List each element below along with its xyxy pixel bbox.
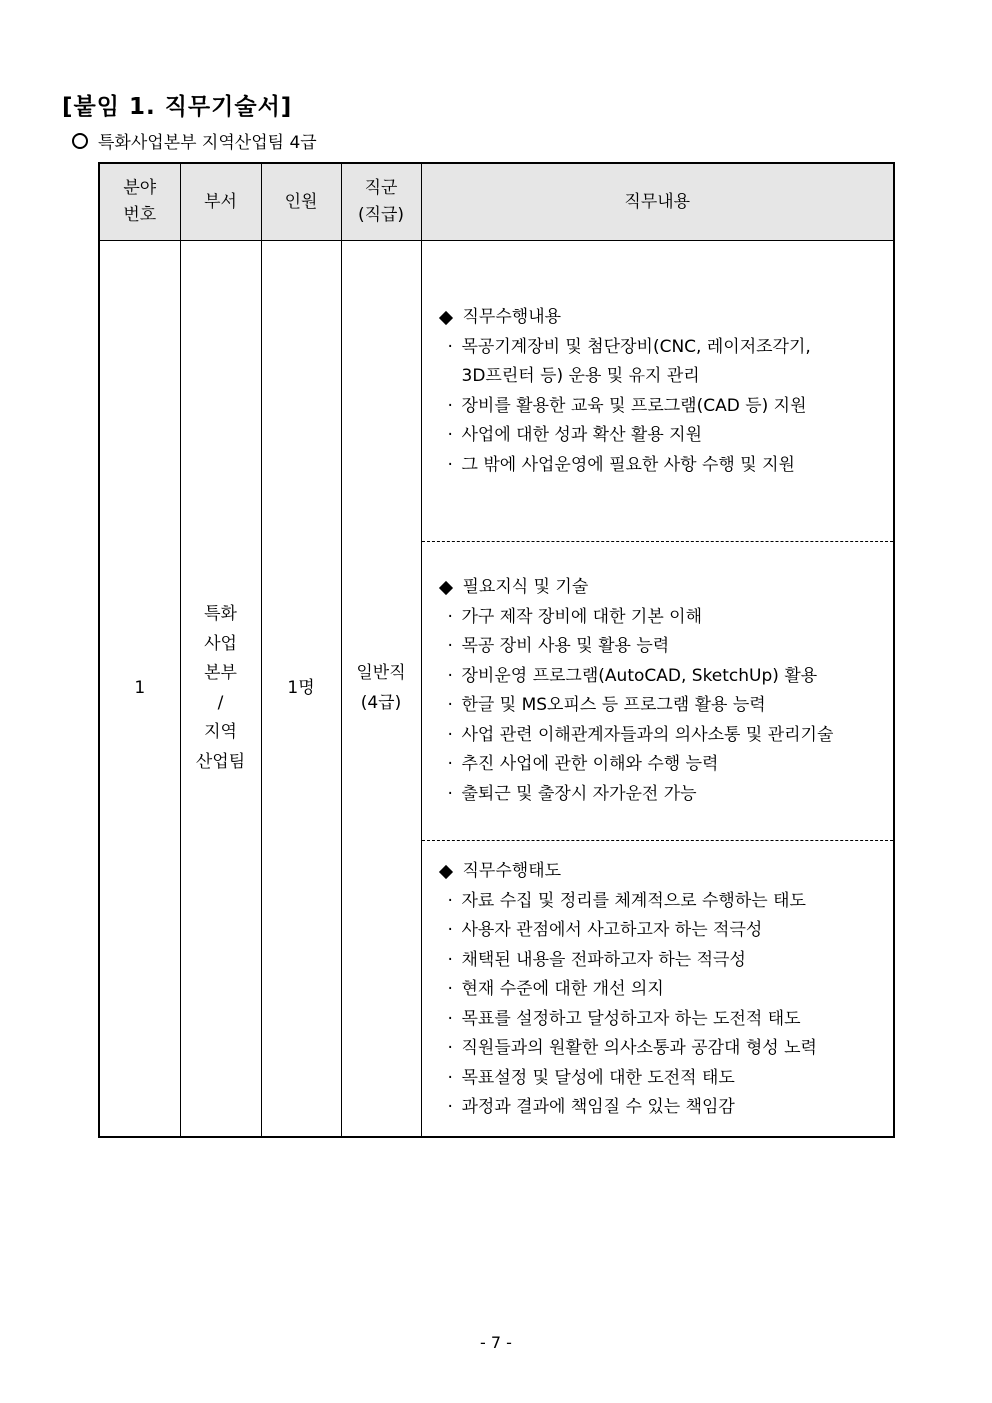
middle-dot-icon: · bbox=[447, 754, 453, 774]
list-item-text: 장비를 활용한 교육 및 프로그램(CAD 등) 지원 bbox=[461, 395, 807, 416]
list-item-text: 현재 수준에 대한 개선 의지 bbox=[461, 979, 664, 999]
middle-dot-icon: · bbox=[447, 425, 453, 445]
list-item-text: 과정과 결과에 책임질 수 있는 책임감 bbox=[461, 1097, 735, 1117]
section-heading-text: 직무수행태도 bbox=[462, 861, 562, 881]
section-duties bbox=[422, 241, 894, 541]
list-item-text: 그 밖에 사업운영에 필요한 사항 수행 및 지원 bbox=[461, 454, 795, 475]
list-item bbox=[438, 333, 886, 363]
cell-headcount: 1명 bbox=[261, 241, 341, 1138]
middle-dot-icon: · bbox=[447, 890, 453, 911]
list-item bbox=[438, 421, 886, 451]
list-item bbox=[438, 662, 886, 692]
list-item bbox=[438, 887, 886, 917]
department-line: 지역 bbox=[204, 722, 237, 742]
department-line: 특화 bbox=[204, 604, 237, 624]
section-knowledge-skills bbox=[422, 541, 894, 840]
middle-dot-icon: · bbox=[447, 606, 453, 627]
job-description-table bbox=[98, 162, 895, 1138]
middle-dot-icon: · bbox=[447, 920, 453, 940]
list-item-text: 목공기계장비 및 첨단장비(CNC, 레이저조각기, bbox=[461, 336, 811, 357]
middle-dot-icon: · bbox=[447, 979, 453, 999]
middle-dot-icon: · bbox=[447, 1097, 453, 1117]
list-item-text: 채택된 내용을 전파하고자 하는 적극성 bbox=[461, 949, 746, 970]
job-group-line2: (4급) bbox=[360, 692, 402, 713]
middle-dot-icon: · bbox=[447, 395, 453, 416]
list-item-text: 한글 및 MS오피스 등 프로그램 활용 능력 bbox=[461, 695, 766, 715]
page-number: - 7 - bbox=[480, 1333, 512, 1352]
document-subtitle bbox=[72, 128, 317, 153]
table-row bbox=[99, 241, 894, 1138]
list-item bbox=[438, 632, 886, 662]
department-line: 본부 bbox=[204, 663, 237, 683]
list-item-text: 목표를 설정하고 달성하고자 하는 도전적 태도 bbox=[461, 1008, 801, 1029]
header-job-group-line1: 직군 bbox=[364, 178, 398, 198]
middle-dot-icon: · bbox=[447, 1067, 453, 1088]
list-item bbox=[438, 750, 886, 780]
middle-dot-icon: · bbox=[447, 636, 453, 656]
middle-dot-icon: · bbox=[447, 724, 453, 745]
list-item bbox=[438, 916, 886, 946]
list-item bbox=[438, 1005, 886, 1035]
list-item-text: 사업 관련 이해관계자들과의 의사소통 및 관리기술 bbox=[461, 724, 834, 745]
circle-bullet-icon bbox=[72, 133, 88, 149]
section-heading-text: 필요지식 및 기술 bbox=[462, 577, 589, 597]
cell-field-no: 1 bbox=[99, 241, 180, 1138]
diamond-bullet-icon bbox=[438, 865, 452, 879]
list-item bbox=[438, 975, 886, 1005]
department-line: 사업 bbox=[204, 633, 237, 654]
list-item-text: 장비운영 프로그램(AutoCAD, SketchUp) 활용 bbox=[461, 665, 818, 686]
department-line: / bbox=[217, 692, 224, 713]
header-job-group-line2: (직급) bbox=[357, 205, 405, 225]
subtitle-text: 특화사업본부 지역산업팀 4급 bbox=[98, 133, 317, 153]
list-item bbox=[438, 691, 886, 721]
cell-job-content bbox=[421, 241, 894, 1138]
list-item-text: 목공 장비 사용 및 활용 능력 bbox=[461, 636, 670, 656]
document-title: [붙임 1. 직무기술서] bbox=[62, 94, 293, 120]
job-group-line1: 일반직 bbox=[356, 663, 406, 683]
header-headcount: 인원 bbox=[261, 163, 341, 241]
list-item-text: 출퇴근 및 출장시 자가운전 가능 bbox=[461, 783, 697, 804]
list-item-text: 3D프린터 등) 운용 및 유지 관리 bbox=[461, 366, 700, 386]
list-item-text: 직원들과의 원활한 의사소통과 공감대 형성 노력 bbox=[461, 1038, 817, 1058]
header-department: 부서 bbox=[180, 163, 261, 241]
header-field-no bbox=[99, 163, 180, 241]
middle-dot-icon: · bbox=[447, 1008, 453, 1029]
cell-job-group bbox=[341, 241, 421, 1138]
list-item bbox=[438, 603, 886, 633]
list-item-text: 가구 제작 장비에 대한 기본 이해 bbox=[461, 606, 703, 627]
list-item-text: 사용자 관점에서 사고하고자 하는 적극성 bbox=[461, 920, 763, 940]
section-heading bbox=[438, 857, 886, 887]
list-item-text: 자료 수집 및 정리를 체계적으로 수행하는 태도 bbox=[461, 890, 806, 911]
middle-dot-icon: · bbox=[447, 949, 453, 970]
middle-dot-icon: · bbox=[447, 695, 453, 715]
cell-department bbox=[180, 241, 261, 1138]
list-item bbox=[438, 1064, 886, 1094]
middle-dot-icon: · bbox=[447, 336, 453, 357]
middle-dot-icon: · bbox=[447, 665, 453, 686]
section-attitude bbox=[422, 840, 894, 1136]
diamond-bullet-icon bbox=[438, 581, 452, 595]
list-item bbox=[438, 392, 886, 422]
list-item-text: 추진 사업에 관한 이해와 수행 능력 bbox=[461, 754, 719, 774]
middle-dot-icon: · bbox=[447, 783, 453, 804]
list-item bbox=[438, 721, 886, 751]
header-job-group bbox=[341, 163, 421, 241]
header-job-content: 직무내용 bbox=[421, 163, 894, 241]
section-heading-text: 직무수행내용 bbox=[462, 307, 562, 327]
list-item-continuation bbox=[438, 362, 886, 392]
table-header-row bbox=[99, 163, 894, 241]
list-item bbox=[438, 451, 886, 481]
section-heading bbox=[438, 303, 886, 333]
header-field-no-line1: 분야 bbox=[123, 178, 157, 198]
diamond-bullet-icon bbox=[438, 311, 452, 325]
list-item bbox=[438, 1093, 886, 1123]
list-item-text: 목표설정 및 달성에 대한 도전적 태도 bbox=[461, 1067, 735, 1088]
middle-dot-icon: · bbox=[447, 1038, 453, 1058]
middle-dot-icon: · bbox=[447, 454, 453, 475]
department-line: 산업팀 bbox=[195, 751, 246, 772]
list-item-text: 사업에 대한 성과 확산 활용 지원 bbox=[461, 425, 703, 445]
section-heading bbox=[438, 573, 886, 603]
list-item bbox=[438, 780, 886, 810]
header-field-no-line2: 번호 bbox=[123, 205, 157, 225]
list-item bbox=[438, 1034, 886, 1064]
list-item bbox=[438, 946, 886, 976]
